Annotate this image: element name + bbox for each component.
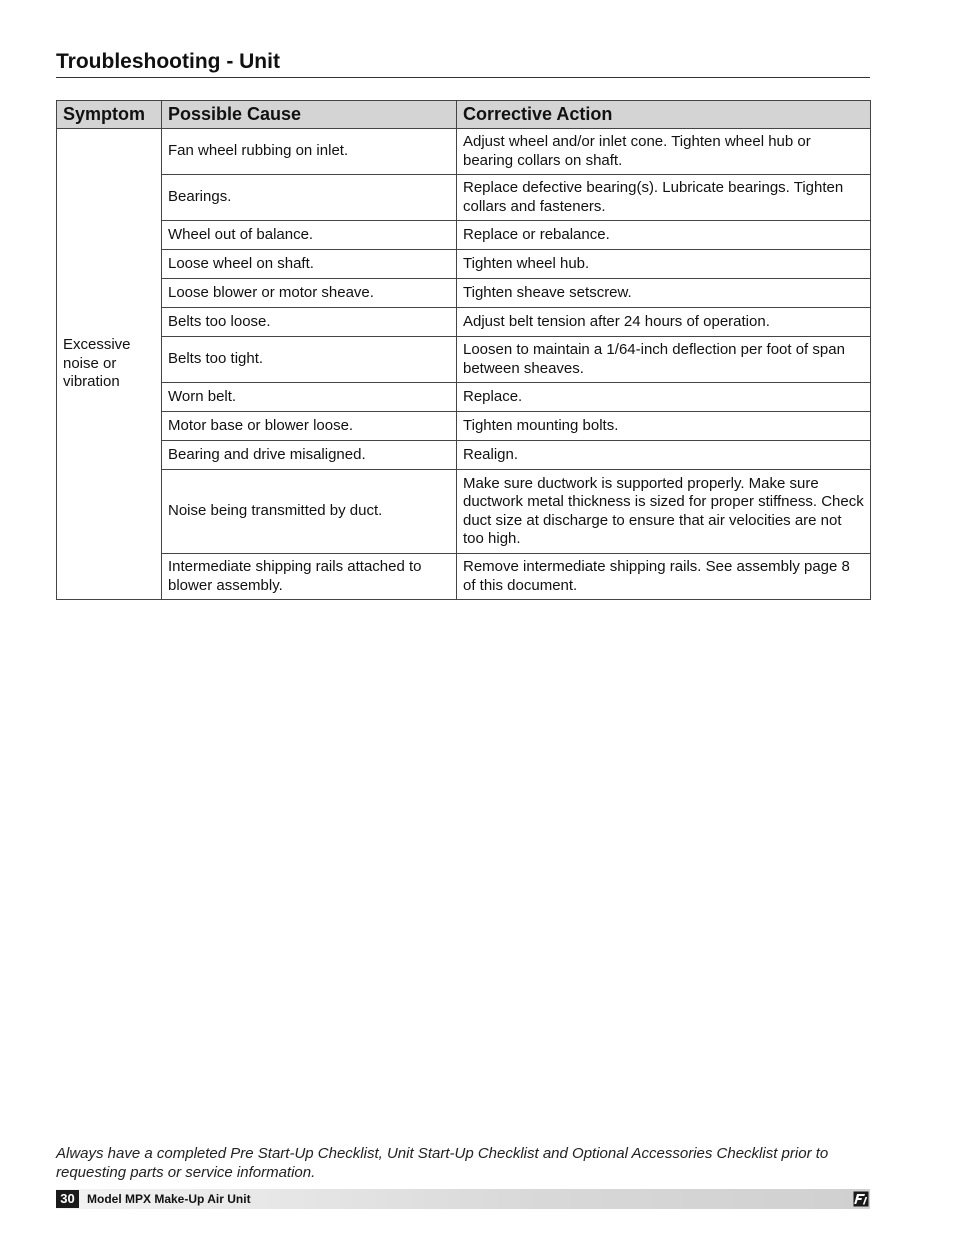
action-cell: Make sure ductwork is supported properly. Make sure ductwork metal thickness is sized for proper stiffness. Check duct size at discharge to ensure that air velocities are not too high.	[457, 470, 871, 554]
footer-note: Always have a completed Pre Start-Up Checklist, Unit Start-Up Checklist and Optional Accessories Checklist prior to requesting parts or service information.	[56, 1145, 829, 1181]
header-possible-cause: Possible Cause	[162, 101, 457, 129]
cause-cell: Fan wheel rubbing on inlet.	[162, 129, 457, 175]
table-row	[57, 221, 871, 250]
cause-cell: Wheel out of balance.	[162, 221, 457, 250]
table-row	[57, 441, 871, 470]
footer-bar	[56, 1189, 870, 1209]
cause-cell: Bearings.	[162, 175, 457, 221]
action-cell: Realign.	[457, 441, 871, 470]
cause-cell: Loose wheel on shaft.	[162, 250, 457, 279]
cause-cell: Loose blower or motor sheave.	[162, 279, 457, 308]
table-row	[57, 412, 871, 441]
table-row	[57, 554, 871, 600]
action-cell: Adjust wheel and/or inlet cone. Tighten wheel hub or bearing collars on shaft.	[457, 129, 871, 175]
action-cell: Remove intermediate shipping rails. See assembly page 8 of this document.	[457, 554, 871, 600]
action-cell: Replace defective bearing(s). Lubricate bearings. Tighten collars and fasteners.	[457, 175, 871, 221]
action-cell: Loosen to maintain a 1/64-inch deflection per foot of span between sheaves.	[457, 337, 871, 383]
table-header-row	[57, 101, 871, 129]
document-title: Model MPX Make-Up Air Unit	[87, 1192, 251, 1206]
table-row	[57, 337, 871, 383]
symptom-cell: Excessive noise or vibration	[57, 129, 162, 600]
action-cell: Tighten sheave setscrew.	[457, 279, 871, 308]
page-number: 30	[56, 1190, 79, 1208]
cause-cell: Noise being transmitted by duct.	[162, 470, 457, 554]
action-cell: Adjust belt tension after 24 hours of operation.	[457, 308, 871, 337]
header-corrective-action: Corrective Action	[457, 101, 871, 129]
cause-cell: Worn belt.	[162, 383, 457, 412]
cause-cell: Belts too loose.	[162, 308, 457, 337]
greenheck-logo-icon	[853, 1191, 869, 1207]
table-row	[57, 175, 871, 221]
action-cell: Tighten wheel hub.	[457, 250, 871, 279]
table-row	[57, 308, 871, 337]
cause-cell: Belts too tight.	[162, 337, 457, 383]
action-cell: Tighten mounting bolts.	[457, 412, 871, 441]
action-cell: Replace.	[457, 383, 871, 412]
table-row	[57, 279, 871, 308]
cause-cell: Motor base or blower loose.	[162, 412, 457, 441]
page-title: Troubleshooting - Unit	[56, 50, 280, 73]
table-row	[57, 129, 871, 175]
troubleshooting-table	[56, 100, 871, 600]
table-row	[57, 383, 871, 412]
cause-cell: Bearing and drive misaligned.	[162, 441, 457, 470]
header-symptom: Symptom	[57, 101, 162, 129]
action-cell: Replace or rebalance.	[457, 221, 871, 250]
table-row	[57, 250, 871, 279]
cause-cell: Intermediate shipping rails attached to blower assembly.	[162, 554, 457, 600]
table-row	[57, 470, 871, 554]
title-divider	[56, 77, 870, 78]
